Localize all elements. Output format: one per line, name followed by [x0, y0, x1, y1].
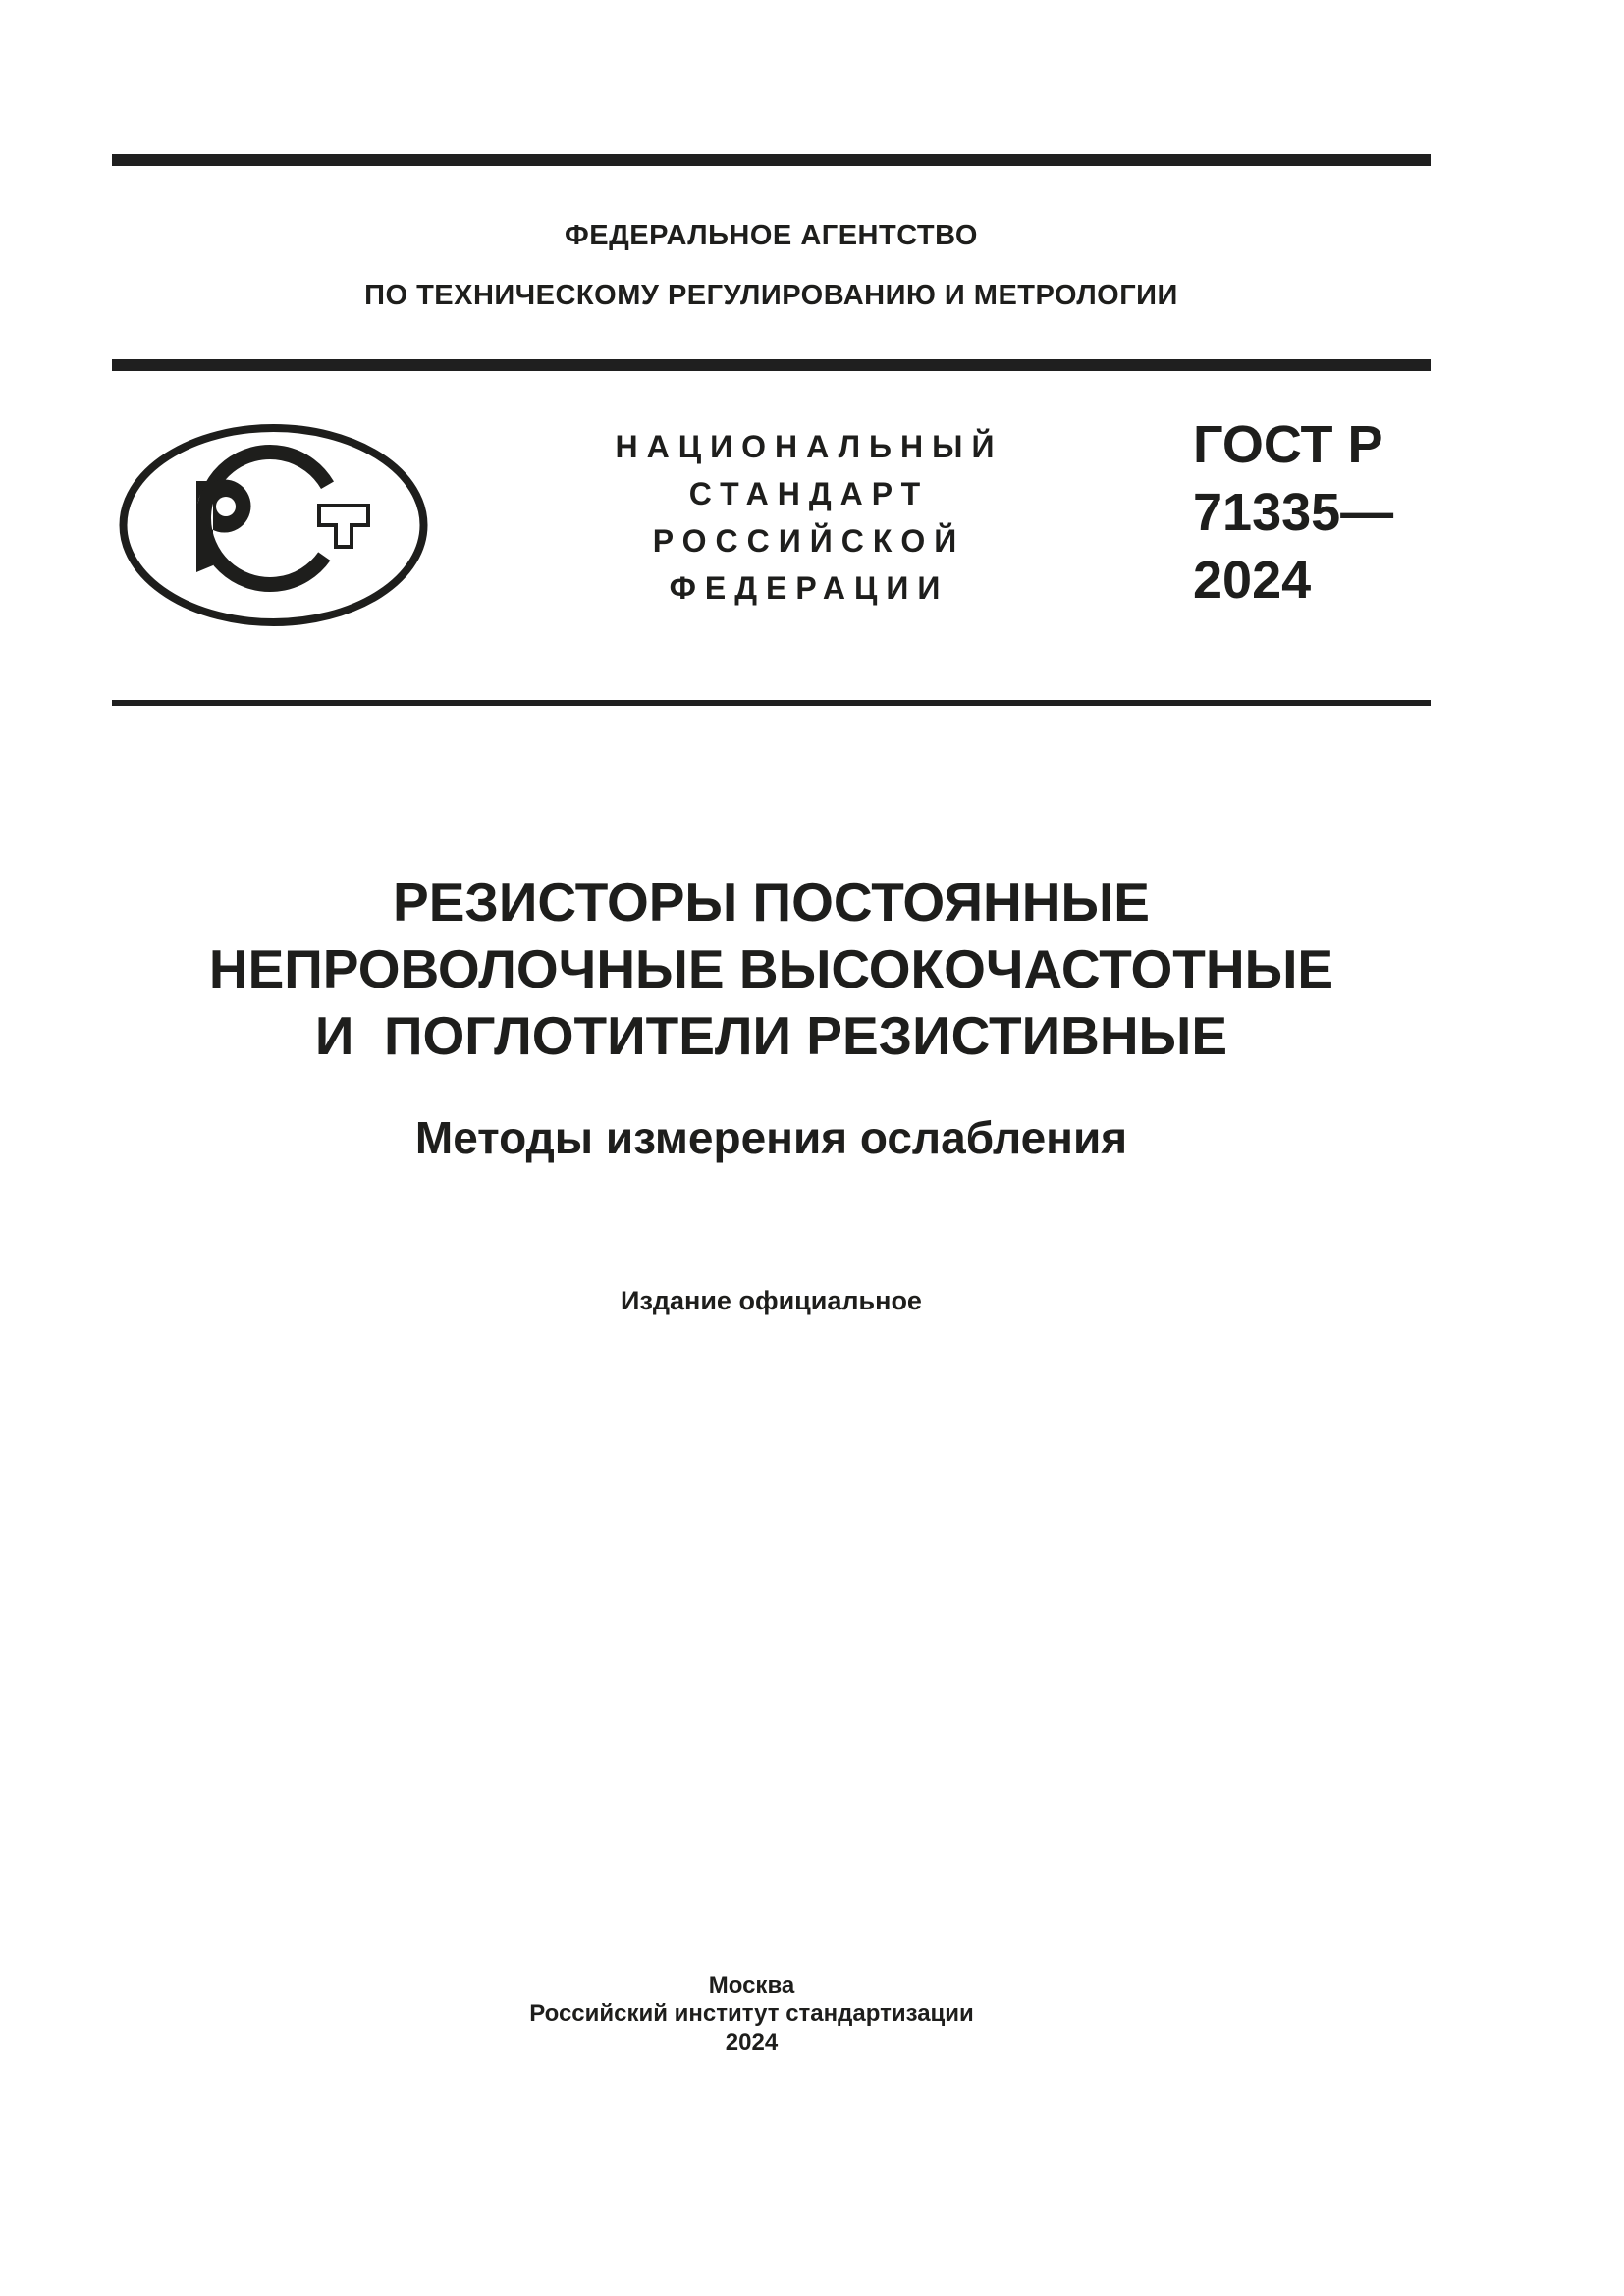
edition-note: Издание официальное: [621, 1286, 922, 1315]
designation-line: ГОСТ Р: [1193, 415, 1383, 474]
agency-name-line1: ФЕДЕРАЛЬНОЕ АГЕНТСТВО: [565, 220, 978, 251]
imprint-city: Москва: [708, 1972, 795, 1999]
document-title-line: РЕЗИСТОРЫ ПОСТОЯННЫЕ: [393, 872, 1150, 933]
separator-rule: [112, 700, 1431, 706]
designation-line: 2024: [1193, 551, 1312, 610]
standard-type-line: НАЦИОНАЛЬНЫЙ: [615, 429, 1003, 464]
document-title-line: НЕПРОВОЛОЧНЫЕ ВЫСОКОЧАСТОТНЫЕ: [208, 938, 1334, 999]
header-rule: [112, 359, 1431, 371]
standard-type-line: СТАНДАРТ: [688, 476, 930, 511]
designation-line: 71335—: [1193, 483, 1394, 542]
document-title: [112, 869, 1431, 1069]
standard-type-line: РОССИЙСКОЙ: [652, 523, 966, 559]
imprint-year: 2024: [725, 2029, 779, 2056]
imprint-publisher: Российский институт стандартизации: [529, 2001, 974, 2027]
standard-designation: [1193, 411, 1393, 614]
rst-logo: [119, 424, 428, 626]
agency-name-line2: ПО ТЕХНИЧЕСКОМУ РЕГУЛИРОВАНИЮ И МЕТРОЛОГИИ: [364, 280, 1178, 311]
document-title-line: И ПОГЛОТИТЕЛИ РЕЗИСТИВНЫЕ: [314, 1005, 1228, 1066]
rst-logo-letter-t: [319, 506, 368, 547]
rst-logo-letter-r-counter: [216, 497, 236, 516]
standard-type-line: ФЕДЕРАЦИИ: [669, 570, 949, 606]
top-rule: [112, 154, 1431, 166]
standard-type-block: [425, 423, 1193, 612]
imprint-block: [92, 1971, 1411, 2056]
document-subtitle: Методы измерения ослабления: [414, 1112, 1128, 1163]
